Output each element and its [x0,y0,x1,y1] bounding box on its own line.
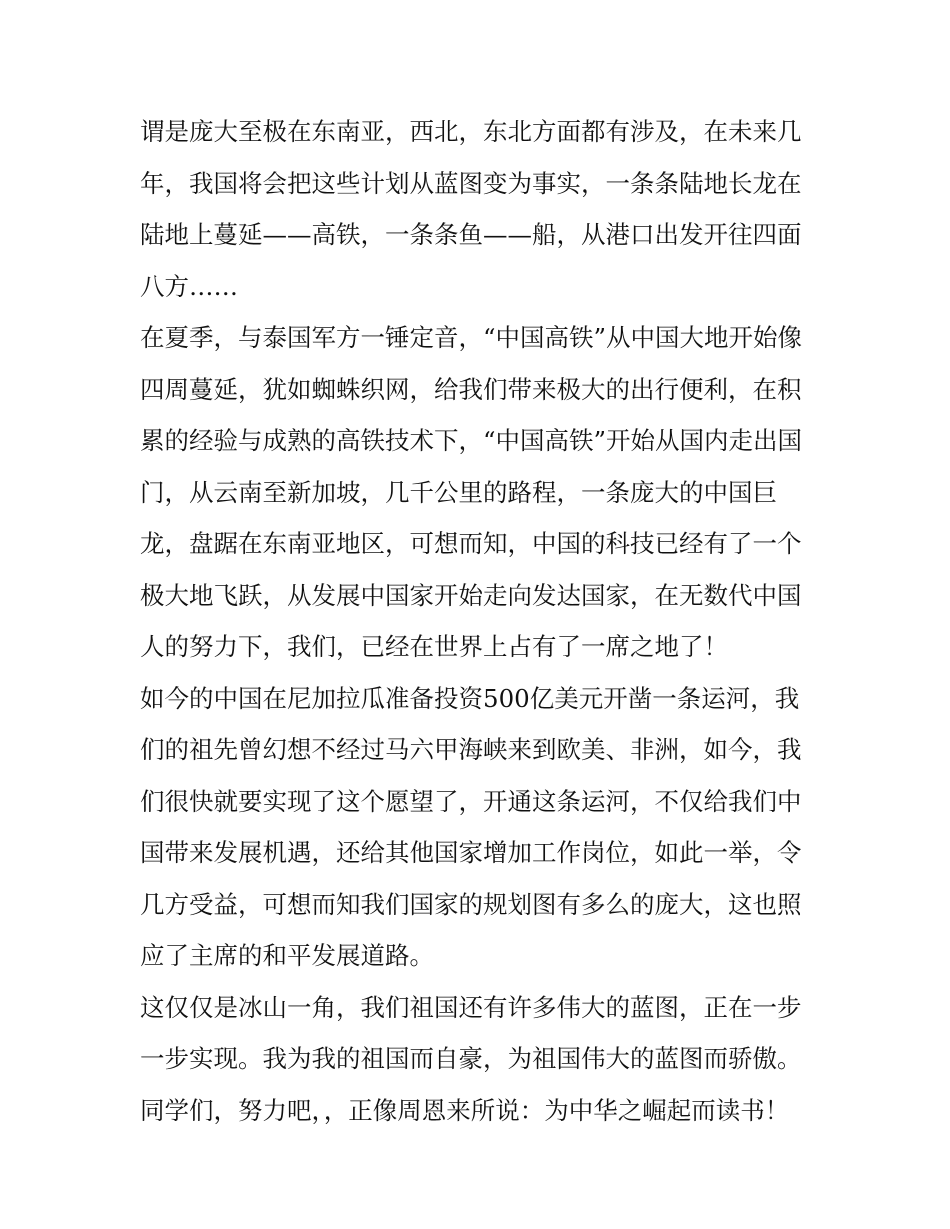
text-line: 应了主席的和平发展道路。 [140,941,434,970]
text-line: 同学们，努力吧，，正像周恩来所说：为中华之崛起而读书！ [140,1095,790,1125]
text-line: 这仅仅是冰山一角，我们祖国还有许多伟大的蓝图，正在一步 [140,992,802,1022]
text-line: 如今的中国在尼加拉瓜准备投资500亿美元开凿一条运河，我 [140,683,800,713]
text-line: 在夏季，与泰国军方一锤定音，“中国高铁”从中国大地开始像 [140,323,803,352]
text-line: 几方受益，可想而知我们国家的规划图有多么的庞大，这也照 [140,889,802,919]
text-line: 们很快就要实现了这个愿望了，开通这条运河，不仅给我们中 [140,786,802,816]
text-line: 国带来发展机遇，还给其他国家增加工作岗位，如此一举，令 [140,838,802,867]
text-line: 人的努力下，我们，已经在世界上占有了一席之地了！ [140,632,728,661]
text-line: 谓是庞大至极在东南亚，西北，东北方面都有涉及，在未来几 [140,117,802,146]
text-line: 四周蔓延，犹如蜘蛛织网，给我们带来极大的出行便利，在积 [140,374,802,404]
text-line: 年，我国将会把这些计划从蓝图变为事实，一条条陆地长龙在 [140,168,802,198]
text-line: 一步实现。我为我的祖国而自豪，为祖国伟大的蓝图而骄傲。 [140,1044,802,1073]
text-line: 八方…… [140,271,238,301]
text-line: 龙，盘踞在东南亚地区，可想而知，中国的科技已经有了一个 [140,529,802,558]
text-line: 们的祖先曾幻想不经过马六甲海峡来到欧美、非洲，如今，我 [140,735,802,764]
text-line: 门，从云南至新加坡，几千公里的路程，一条庞大的中国巨 [140,477,777,507]
text-line: 极大地飞跃，从发展中国家开始走向发达国家，在无数代中国 [140,580,802,610]
essay-body [140,106,815,1136]
text-line: 累的经验与成熟的高铁技术下，“中国高铁”开始从国内走出国 [140,426,803,455]
text-line: 陆地上蔓延——高铁，一条条鱼——船，从港口出发开往四面 [140,220,802,249]
